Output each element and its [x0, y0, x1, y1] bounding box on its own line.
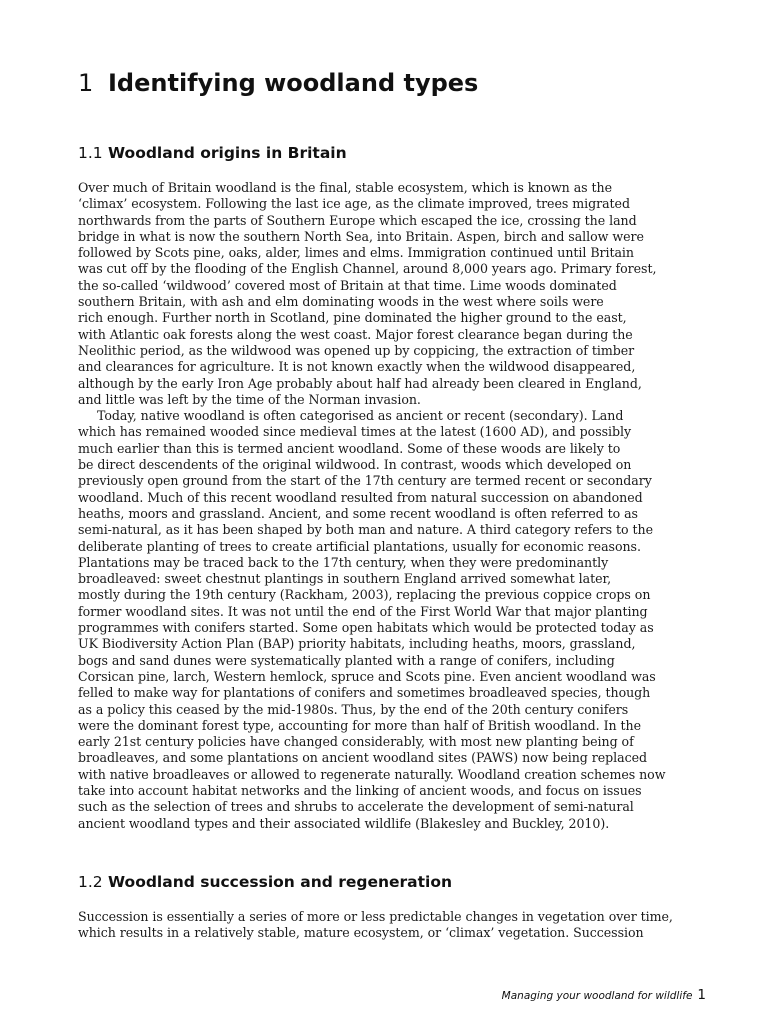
section-body-woodland-succession	[78, 909, 738, 942]
text-line: former woodland sites. It was not until the end of the First World War that major planting	[78, 603, 648, 619]
text-line: be direct descendents of the original wildwood. In contrast, woods which developed on	[78, 457, 632, 473]
text-line: with Atlantic oak forests along the west coast. Major forest clearance began during the	[78, 326, 633, 342]
text-line: broadleaved: sweet chestnut plantings in southern England arrived somewhat later,	[78, 571, 612, 587]
section-number: 1.1	[78, 144, 103, 162]
text-line: although by the early Iron Age probably about half had already been cleared in England,	[78, 375, 642, 391]
text-line: deliberate planting of trees to create artificial plantations, usually for economic reasons.	[78, 538, 641, 554]
text-line: previously open ground from the start of the 17th century are termed recent or secondary	[78, 473, 652, 489]
text-line: early 21st century policies have changed considerably, with most new planting being of	[78, 734, 634, 750]
text-line: much earlier than this is termed ancient woodland. Some of these woods are likely to	[78, 440, 621, 456]
section-body-woodland-origins	[78, 180, 738, 832]
section-heading-woodland-origins	[78, 143, 347, 163]
text-line: programmes with conifers started. Some open habitats which would be protected today as	[78, 620, 654, 636]
text-line: broadleaves, and some plantations on ancient woodland sites (PAWS) now being replaced	[78, 750, 648, 766]
text-line: followed by Scots pine, oaks, alder, limes and elms. Immigration continued until Britain	[78, 245, 634, 261]
text-line: take into account habitat networks and the linking of ancient woods, and focus on issues	[78, 782, 642, 798]
text-line: semi-natural, as it has been shaped by both man and nature. A third category refers to the	[78, 522, 653, 538]
section-heading-woodland-succession	[78, 872, 452, 892]
text-line: woodland. Much of this recent woodland resulted from natural succession on abandoned	[78, 489, 643, 505]
text-line: Corsican pine, larch, Western hemlock, spruce and Scots pine. Even ancient woodland was	[78, 668, 656, 684]
text-line: UK Biodiversity Action Plan (BAP) priority habitats, including heaths, moors, grassland,	[78, 636, 636, 652]
text-line: ancient woodland types and their associated wildlife (Blakesley and Buckley, 2010).	[78, 815, 610, 831]
section-number: 1.2	[78, 873, 103, 891]
text-line: Succession is essentially a series of more or less predictable changes in vegetation over time,	[78, 909, 673, 924]
text-line: Over much of Britain woodland is the final, stable ecosystem, which is known as the	[78, 180, 612, 195]
text-line: heaths, moors and grassland. Ancient, and some recent woodland is often referred to as	[78, 505, 638, 521]
text-line: felled to make way for plantations of conifers and sometimes broadleaved species, though	[78, 685, 651, 701]
text-line: Plantations may be traced back to the 17th century, when they were predominantly	[78, 554, 609, 570]
chapter-heading	[78, 66, 478, 100]
text-line: the so-called ‘wildwood’ covered most of Britain at that time. Lime woods dominated	[78, 277, 617, 293]
text-line: ‘climax’ ecosystem. Following the last ice age, as the climate improved, trees migrated	[78, 196, 630, 212]
text-line: which has remained wooded since medieval times at the latest (1600 AD), and possibly	[78, 424, 632, 440]
text-line: northwards from the parts of Southern Europe which escaped the ice, crossing the land	[78, 212, 637, 228]
footer-publication-title: Managing your woodland for wildlife	[501, 990, 693, 1002]
text-line: were the dominant forest type, accounting for more than half of British woodland. In the	[78, 717, 641, 733]
text-line: which results in a relatively stable, mature ecosystem, or ‘climax’ vegetation. Succession	[78, 925, 644, 941]
section-title: Woodland succession and regeneration	[108, 873, 453, 891]
section-title: Woodland origins in Britain	[108, 144, 347, 162]
text-line: was cut off by the flooding of the English Channel, around 8,000 years ago. Primary forest,	[78, 261, 657, 277]
text-line: such as the selection of trees and shrubs to accelerate the development of semi-natural	[78, 799, 634, 815]
chapter-number: 1	[78, 69, 94, 97]
text-line: with native broadleaves or allowed to regenerate naturally. Woodland creation schemes now	[78, 766, 666, 782]
page-footer	[502, 984, 706, 1003]
text-line: bogs and sand dunes were systematically planted with a range of conifers, including	[78, 652, 615, 668]
text-line: rich enough. Further north in Scotland, pine dominated the higher ground to the east,	[78, 310, 627, 326]
text-line: and clearances for agriculture. It is not known exactly when the wildwood disappeared,	[78, 359, 636, 375]
text-line: mostly during the 19th century (Rackham, 2003), replacing the previous coppice crops on	[78, 587, 651, 603]
text-line: southern Britain, with ash and elm dominating woods in the west where soils were	[78, 294, 604, 310]
text-line: and little was left by the time of the Norman invasion.	[78, 391, 421, 407]
page-number: 1	[697, 987, 706, 1003]
text-line: Today, native woodland is often categorised as ancient or recent (secondary). Land	[97, 408, 624, 424]
text-line: Neolithic period, as the wildwood was opened up by coppicing, the extraction of timber	[78, 342, 635, 358]
text-line: as a policy this ceased by the mid-1980s. Thus, by the end of the 20th century conifers	[78, 701, 629, 717]
chapter-title: Identifying woodland types	[108, 69, 479, 97]
text-line: bridge in what is now the southern North Sea, into Britain. Aspen, birch and sallow were	[78, 228, 644, 244]
